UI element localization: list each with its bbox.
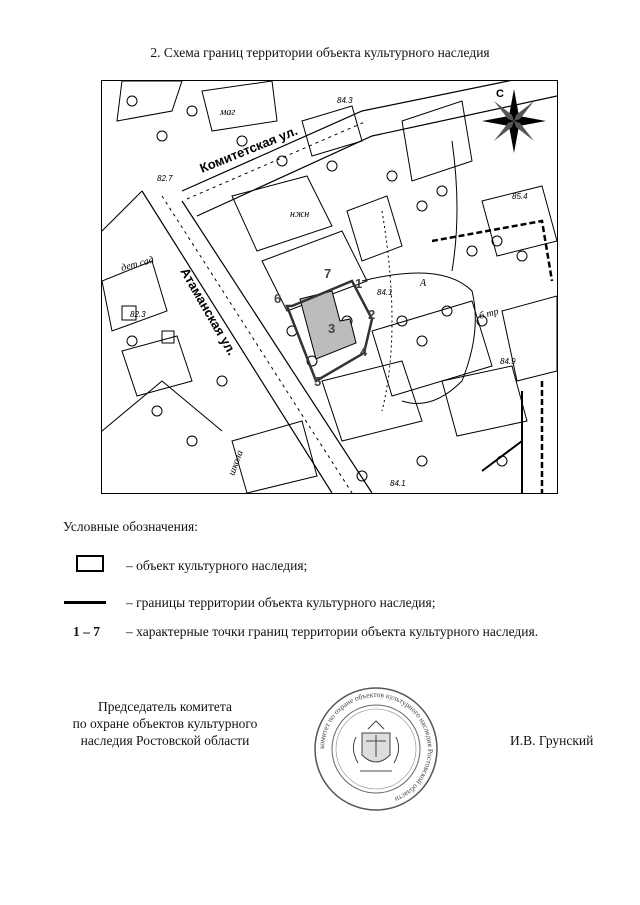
coat-of-arms-icon [353, 721, 398, 771]
legend-boundary-symbol [64, 601, 106, 604]
legend-boundary-text: – границы территории объекта культурного наследия; [126, 595, 436, 610]
signatory-name: И.В. Грунский [510, 733, 594, 748]
boundary-point: 6 [274, 291, 282, 306]
elevation-label: 82.7 [157, 174, 173, 183]
boundary-point: 1 [355, 276, 363, 291]
boundary-point: 3 [328, 321, 336, 336]
signatory-line: Председатель комитета [98, 699, 232, 714]
boundary-point: 2 [368, 307, 376, 322]
boundary-point: 5 [314, 374, 322, 389]
elevation-label: 84.9 [500, 357, 516, 366]
boundary-point: 4 [360, 344, 368, 359]
legend-points-text: – характерные точки границ территории объекта культурного наследия. [126, 624, 539, 639]
boundary-map [101, 80, 558, 494]
elevation-label: 84.1 [377, 288, 393, 297]
boundary-point: 7 [324, 266, 332, 281]
signatory-line: наследия Ростовской области [80, 733, 250, 748]
legend-object-symbol [76, 555, 104, 572]
elevation-label: 85.4 [512, 192, 528, 201]
legend-points-symbol: 1 – 7 [73, 624, 100, 639]
signatory-line: по охране объектов культурного [72, 716, 258, 731]
page-title: 2. Схема границ территории объекта культурного наследия [150, 45, 490, 60]
map-label: А [420, 278, 427, 289]
elevation-label: 84.1 [390, 479, 406, 488]
legend-title: Условные обозначения: [63, 519, 199, 534]
elevation-label: 84.3 [337, 96, 353, 105]
map-label: школа [226, 448, 246, 478]
map-label: маг [220, 107, 236, 118]
elevation-label: 82.3 [130, 310, 146, 319]
seal-text: комитет по охране объектов культурного наследия Ростовской области [316, 689, 436, 805]
legend-object-text: – объект культурного наследия; [126, 558, 308, 573]
compass-rose [482, 88, 546, 153]
map-label: дет сад [119, 254, 156, 274]
map-label: б тр [477, 306, 500, 322]
map-label: нжн [290, 209, 310, 220]
compass-north-label: С [496, 88, 504, 100]
street-label-komitetskaya: Комитетская ул. [197, 122, 300, 176]
official-seal [312, 685, 440, 813]
signatory-position [0, 698, 330, 749]
map-drawing [102, 81, 557, 493]
street-label-atamanskaya: Атаманская ул. [177, 265, 240, 358]
